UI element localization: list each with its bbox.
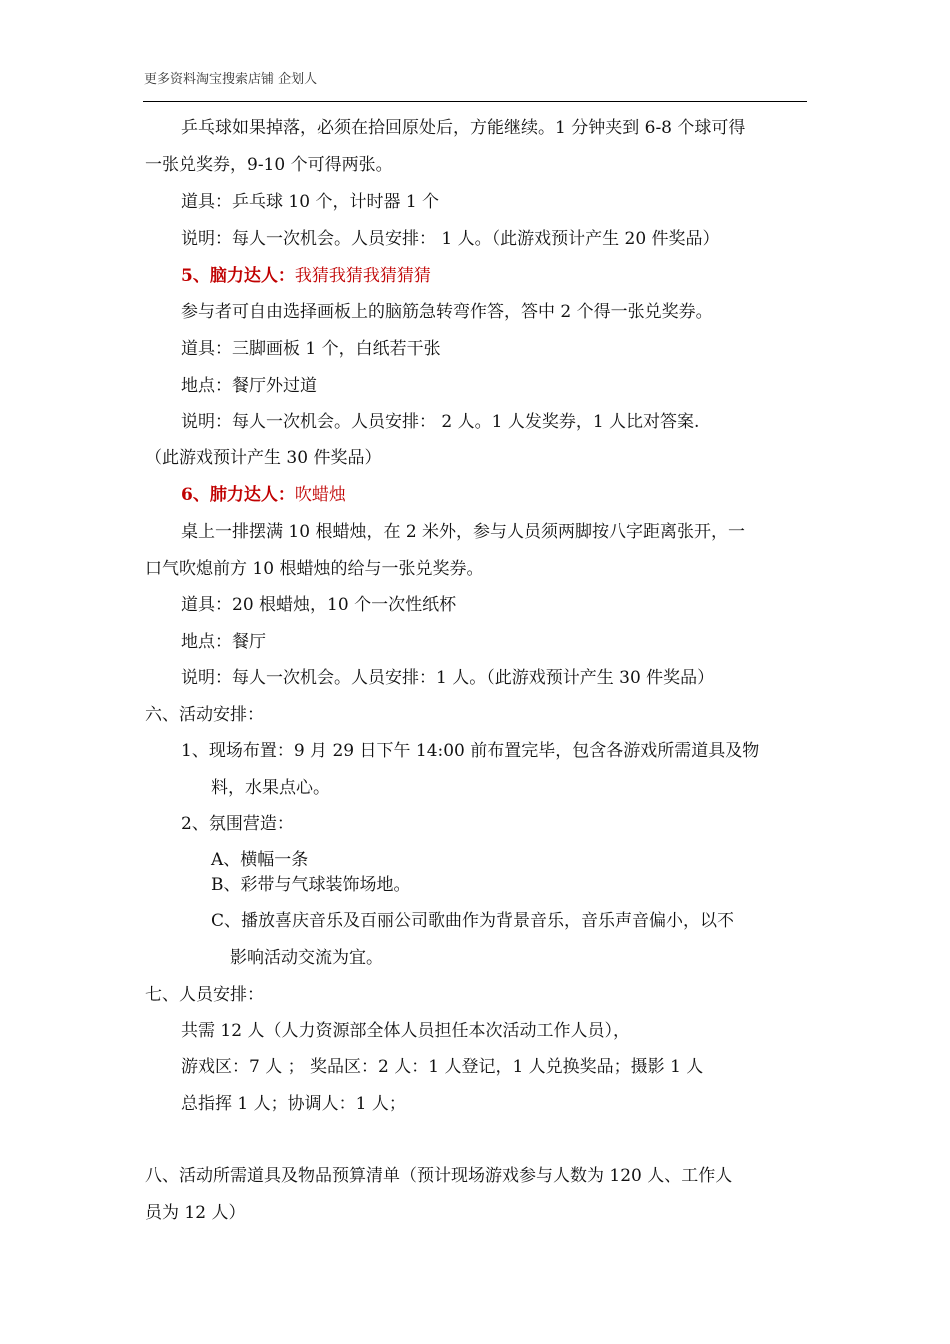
paragraph-line: 参与者可自由选择画板上的脑筋急转弯作答，答中 2 个得一张兑奖券。	[181, 302, 713, 322]
note-line: 说明：每人一次机会。人员安排： 1 人。（此游戏预计产生 20 件奖品）	[181, 229, 720, 249]
paragraph-line: 一张兑奖券，9-10 个可得两张。	[145, 155, 393, 175]
paragraph-line: 总指挥 1 人；协调人：1 人；	[181, 1094, 406, 1114]
paragraph-line: 乒乓球如果掉落，必须在拾回原处后，方能继续。1 分钟夹到 6-8 个球可得	[181, 118, 746, 138]
game6-title-number: 6、肺力达人：	[181, 485, 295, 505]
sub-item: C、播放喜庆音乐及百丽公司歌曲作为背景音乐，音乐声音偏小，以不	[211, 911, 735, 931]
game5-title	[181, 266, 431, 286]
place-line: 地点：餐厅外过道	[181, 376, 317, 396]
section-title-continued: 员为 12 人）	[145, 1203, 246, 1223]
props-line: 道具：乒乓球 10 个，计时器 1 个	[181, 192, 440, 212]
paragraph-line: 共需 12 人（人力资源部全体人员担任本次活动工作人员），	[181, 1021, 630, 1041]
game5-title-number: 5、脑力达人：	[181, 266, 295, 286]
section-title: 七、人员安排：	[145, 985, 264, 1005]
section-title: 八、活动所需道具及物品预算清单（预计现场游戏参与人数为 120 人、工作人	[145, 1166, 733, 1186]
note-line: 说明：每人一次机会。人员安排：1 人。（此游戏预计产生 30 件奖品）	[181, 668, 715, 688]
list-item-continued: 料，水果点心。	[211, 778, 330, 798]
paragraph-line: 桌上一排摆满 10 根蜡烛，在 2 米外，参与人员须两脚按八字距离张开，一	[181, 522, 746, 542]
section-title: 六、活动安排：	[145, 705, 264, 725]
note-line: （此游戏预计产生 30 件奖品）	[145, 448, 382, 468]
note-line: 说明：每人一次机会。人员安排： 2 人。1 人发奖券，1 人比对答案.	[181, 412, 700, 432]
paragraph-line: 口气吹熄前方 10 根蜡烛的给与一张兑奖券。	[145, 559, 484, 579]
game6-title-name: 吹蜡烛	[294, 485, 346, 505]
game5-title-name: 我猜我猜我猜猜猜	[294, 266, 431, 286]
header-divider	[143, 101, 807, 102]
props-line: 道具：三脚画板 1 个，白纸若干张	[181, 339, 441, 359]
sub-item: A、横幅一条	[211, 850, 309, 870]
props-line: 道具：20 根蜡烛，10 个一次性纸杯	[181, 595, 457, 615]
paragraph-line: 游戏区：7 人 ； 奖品区：2 人：1 人登记，1 人兑换奖品；摄影 1 人	[181, 1057, 704, 1077]
sub-item-continued: 影响活动交流为宜。	[230, 948, 383, 968]
list-item: 1、现场布置：9 月 29 日下午 14:00 前布置完毕，包含各游戏所需道具及物	[181, 741, 760, 761]
game6-title	[181, 485, 346, 505]
list-item: 2、氛围营造：	[181, 814, 294, 834]
place-line: 地点：餐厅	[181, 632, 266, 652]
page-header: 更多资料淘宝搜索店铺 企划人	[144, 72, 318, 87]
sub-item: B、彩带与气球装饰场地。	[211, 875, 411, 895]
